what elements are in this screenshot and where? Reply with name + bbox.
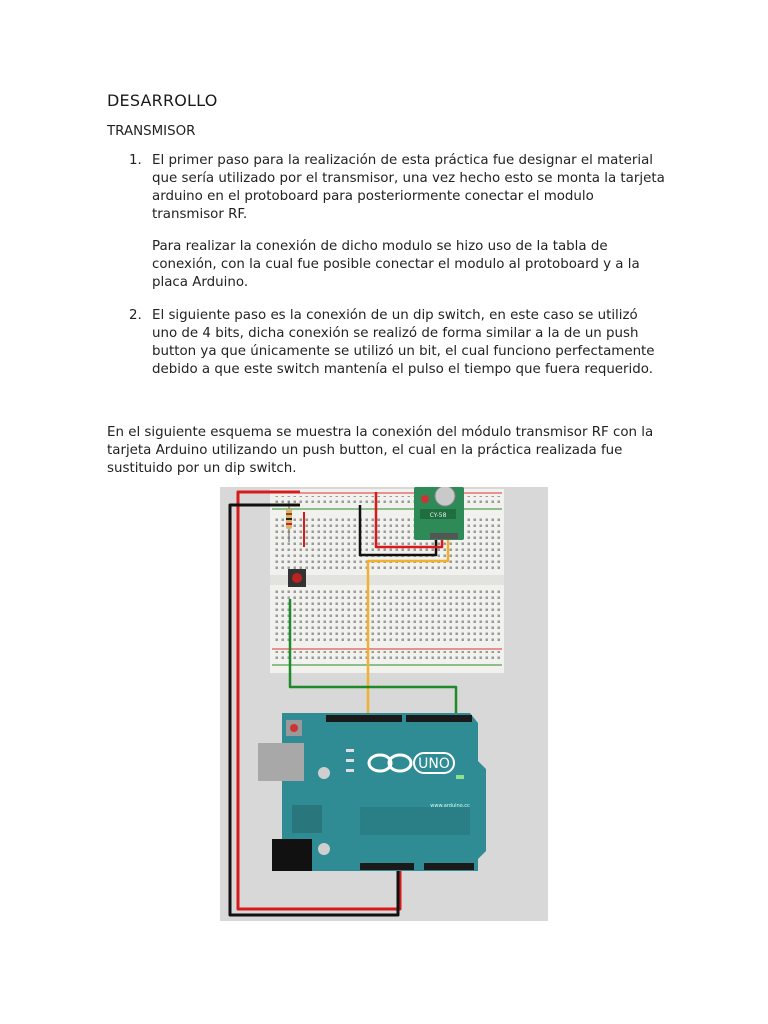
module-label: CY-58: [429, 512, 447, 519]
list-number: 1.: [129, 153, 142, 168]
circuit-diagram: [220, 487, 548, 921]
list-extra-paragraph: Para realizar la conexión de dicho modulo se hizo uso de la tabla de conexión, con la cual fue posible conectar el modulo al protoboard y a la placa Arduino.: [152, 239, 640, 290]
usb-connector: [258, 743, 304, 781]
board-logo-text: UNO: [418, 756, 450, 772]
arduino-uno-board: [258, 713, 486, 871]
list-text: El siguiente paso es la conexión de un dip switch, en este caso se utilizó uno de 4 bits, dicha conexión se realizó de forma similar a la de un push button ya que únicamente se utilizó un bit, el cual funciono perfectamente debido a que este switch mantenía el pulso el tiempo que fuera requerido.: [152, 308, 655, 377]
subheading: TRANSMISOR: [107, 124, 196, 139]
list-text: El primer paso para la realización de esta práctica fue designar el material que sería utilizado por el transmisor, una vez hecho esto se monta la tarjeta arduino en el protoboard para posteriormente conectar el modulo transmisor RF.: [152, 153, 665, 222]
list-number: 2.: [129, 308, 142, 323]
push-button: [288, 569, 306, 587]
power-jack: [272, 839, 312, 871]
closing-paragraph: En el siguiente esquema se muestra la conexión del módulo transmisor RF con la tarjeta Arduino utilizando un push button, el cual en la práctica realizada fue sustituido por un dip switch.: [107, 425, 654, 476]
section-heading: DESARROLLO: [107, 91, 218, 110]
rf-transmitter-module: [414, 487, 464, 540]
board-url: www.arduino.cc: [430, 803, 470, 809]
